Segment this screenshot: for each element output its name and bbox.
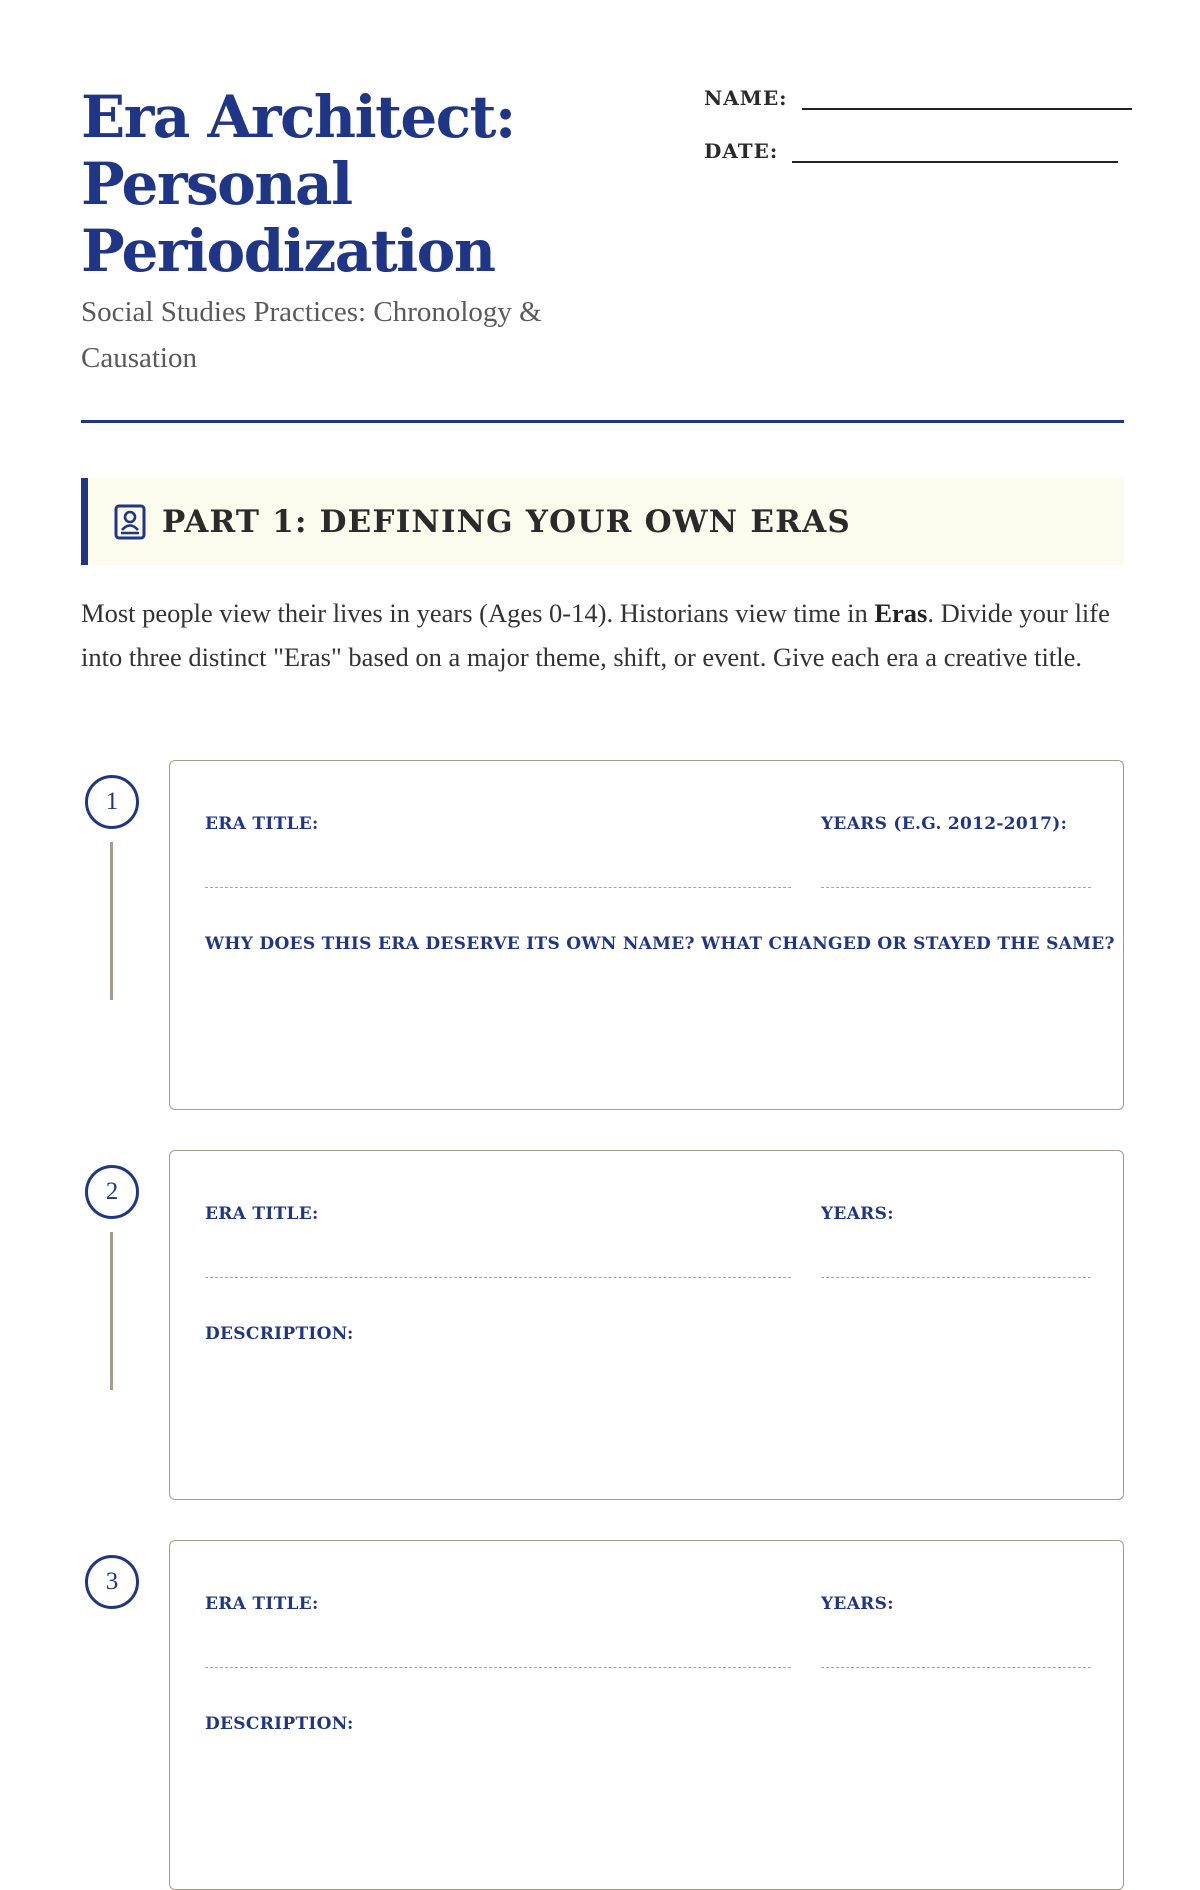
era-2-number: 2 [85, 1165, 139, 1219]
era-2-years-label: YEARS: [821, 1204, 894, 1224]
name-blank[interactable] [802, 108, 1132, 110]
era-2-timeline [110, 1232, 113, 1390]
era-1-card [169, 760, 1124, 1110]
era-3-number: 3 [85, 1555, 139, 1609]
title-line-2: Personal [81, 150, 352, 218]
era-3-card [169, 1540, 1124, 1890]
era-1-title-blank[interactable] [205, 887, 791, 888]
name-field [704, 86, 1132, 110]
title-line-3: Periodization [81, 217, 495, 285]
era-2-years-blank[interactable] [821, 1277, 1091, 1278]
date-blank[interactable] [792, 161, 1118, 163]
era-2-description-label: DESCRIPTION: [205, 1324, 354, 1344]
date-field [704, 139, 1118, 163]
part1-instructions [81, 592, 1131, 679]
date-label: DATE: [704, 139, 779, 163]
era-1-years-label: YEARS (E.G. 2012-2017): [821, 814, 1068, 834]
header-divider [81, 420, 1124, 423]
era-1-number: 1 [85, 775, 139, 829]
era-3-description-label: DESCRIPTION: [205, 1714, 354, 1734]
contact-book-icon [114, 504, 146, 540]
intro-text-end: . Divide your life into three distinct "Eras" based on a major theme, shift, or event. Give each era a creative title. [81, 598, 1110, 672]
era-1-timeline [110, 842, 113, 1000]
era-3-years-label: YEARS: [821, 1594, 894, 1614]
part1-heading: PART 1: DEFINING YOUR OWN ERAS [162, 503, 851, 540]
name-label: NAME: [704, 86, 788, 110]
era-3-years-blank[interactable] [821, 1667, 1091, 1668]
part1-header [81, 478, 1124, 565]
worksheet-title [81, 84, 641, 285]
era-3-title-label: ERA TITLE: [205, 1594, 319, 1614]
era-2-title-blank[interactable] [205, 1277, 791, 1278]
era-3-title-blank[interactable] [205, 1667, 791, 1668]
era-2-title-label: ERA TITLE: [205, 1204, 319, 1224]
intro-text-start: Most people view their lives in years (Ages 0-14). Historians view time in [81, 598, 875, 628]
intro-text-bold: Eras [874, 598, 928, 628]
era-2-card [169, 1150, 1124, 1500]
era-1-title-label: ERA TITLE: [205, 814, 319, 834]
era-1-description-label: WHY DOES THIS ERA DESERVE ITS OWN NAME? WHAT CHANGED OR STAYED THE SAME? [205, 934, 1115, 954]
era-1-years-blank[interactable] [821, 887, 1091, 888]
title-line-1: Era Architect: [81, 83, 515, 151]
worksheet-subtitle: Social Studies Practices: Chronology & Causation [81, 296, 542, 374]
